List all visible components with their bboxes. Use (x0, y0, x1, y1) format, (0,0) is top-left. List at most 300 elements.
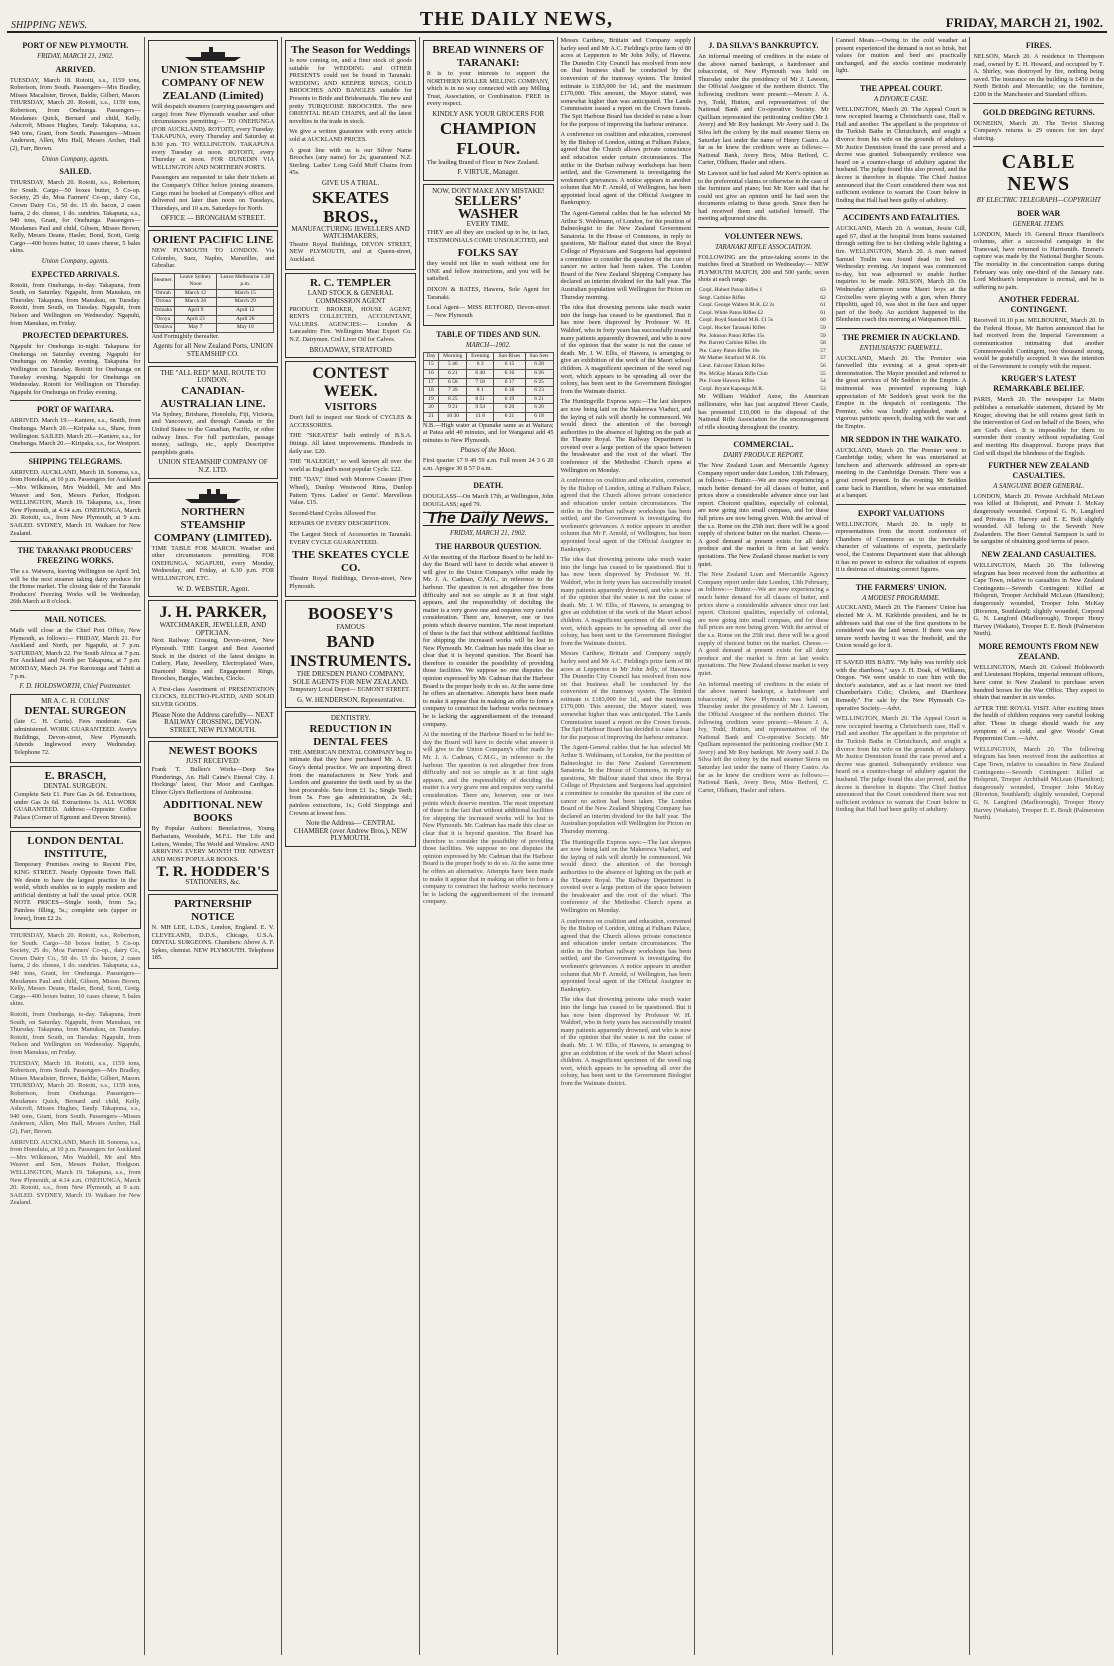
table-cell: 6 16 (494, 370, 525, 379)
divider (10, 400, 141, 401)
table-cell: Sergt. Carbine Rifles (699, 294, 746, 301)
mails-heading: MAIL NOTICES. (44, 615, 106, 625)
rifle-heading: TARANAKI RIFLE ASSOCIATION. (715, 244, 812, 252)
producers-text: The s.s. Waiwera, leaving Wellington on April 3rd, will be the next steamer taking dairy produce for the Home market. The closing date of the Taranaki Producers' Freezing Works will be Wednesday, 26th March at 8 o'clock. (10, 568, 141, 606)
divider (973, 103, 1104, 104)
northern-agent: W. D. WEBSTER, Agent. (176, 584, 250, 593)
visitors-text: Don't fail to inspect our Stock of CYCLES & ACCESSORIES. (289, 414, 412, 429)
brasch-name: E. BRASCH, (44, 770, 107, 783)
table-row (423, 413, 553, 422)
death-text: DOUGLASS—On March 17th, at Wellington, John DOUGLASS; aged 79. (422, 493, 554, 508)
table-cell: 8 51 (467, 395, 494, 404)
canadian-advert (148, 366, 279, 479)
sailing-table (152, 273, 275, 333)
local-news-text: The idea that drowning persons take much water into the lungs has ceased to be questioned. But it has now been disproved by Professor W. H. Waldorf, who in forty years has successfully treated many patients apparently drowned, and who is now of the opinion that the water is not the cause of death. Mr. J. W. Ellis, of Hawera, is arranging to give an exhibition of the work of the Maori school children. A magnificent specimen of the weed rag wort, which appears to be spreading all over the colony, has been sent to the Government Biologist from the Waimate district. (560, 304, 692, 395)
divider (973, 146, 1104, 147)
table-cell: March 26 (174, 298, 216, 307)
parker-advert (148, 600, 279, 738)
table-cell: 53 (820, 385, 826, 392)
table-row (152, 324, 274, 333)
steamship-icon (183, 488, 243, 504)
divider (698, 435, 829, 436)
mistake-line: NOW, DONT MAKE ANY MISTAKE! (432, 186, 545, 195)
visitors-title: VISITORS (324, 401, 377, 414)
filler-text: The New Zealand Loan and Mercantile Agency Company report under date London, 13th February, as follows:— Butter.—We are now experiencing a much better demand for all classes of butter, and prices show a considerable advance since our last report. Choicest qualities, especially of colonial, are now going into small compass, and for these full prices are now being given. With the arrival of the s.s. Rome on the 25th inst. there will be a good supply of choicest butter on the market. Cheese.—A good demand at present exists for all dairy produce and the market is firm at last week's quotations. The New Zealand cheese market is very quiet. (698, 571, 829, 677)
table-cell: 5 46 (439, 361, 467, 370)
skeates-cycle-text: THE "SKEATES" built entirely of B.S.A. fittings. All latest improvements. Hundreds in daily use. £20. (289, 432, 412, 455)
nz-casualties-heading: NEW ZEALAND CASUALTIES. (981, 549, 1096, 559)
rifle-text: FOLLOWING are the prize-taking scores in the matches fired at Stratford on Wednesday:— NEW PLYMOUTH MATCH, 200 and 500 yards; seven shots at each range. (698, 253, 829, 284)
moon-text: First quarter 17 9 49 59 a.m. Full moon 24 3 6 20 a.m. Apogee 30 8 57 0 a.m. (422, 457, 554, 472)
filler-text: An informal meeting of creditors in the estate of the above named bankrupt, a hairdresser and tobacconist, of New Plymouth was held on Thursday under the presidency of Mr J. Lawson, the Official Assignee of the northern district. The following creditors were present:—Messrs J. A. Ivy, Todd, Hutton, and representatives of the National Bank and Co-operative Society. Mr Quilliam represented the petitioning creditor (Mr J. Avery) and Mr Roy bankrupt. Mr Avery said J. Da Silva left the colony by the mail steamer Sierra on Saturday last under the name of Henry Castro. As far as he knew the creditors were as follows:—National Bank, Avery Bros, Miss Retford, C. Carter, Oldham, Hasler and others. (698, 680, 829, 794)
column-filler (561, 477, 692, 1087)
table-cell: 6 40 (467, 370, 494, 379)
templer-advert (285, 273, 416, 358)
table-cell: Oroya (152, 315, 174, 324)
washer-advert (423, 184, 554, 327)
table-cell: 55 (820, 370, 826, 377)
table-row (423, 361, 553, 370)
union-advert (148, 40, 279, 227)
london-dental-advert (10, 831, 141, 929)
moon-heading: Phases of the Moon. (460, 447, 516, 455)
boosey-name: BOOSEY'S (308, 604, 394, 624)
champion-title: CHAMPION FLOUR. (440, 118, 537, 158)
boosey-instruments: INSTRUMENTS. (289, 652, 412, 670)
templer-address: BROADWAY, STRATFORD (309, 345, 392, 354)
allred-title: THE "ALL RED" MAIL ROUTE TO LONDON. (160, 368, 266, 385)
table-header: Sun Rises (494, 352, 525, 361)
weddings-title: The Season for Weddings (291, 44, 411, 56)
harbour-text: At the meeting of the Harbour Board to be held to-day the Board will have to decide what answer it will give to the Union Company's offer made by Mr. J. A. Cadman, C.M.G., in reference to the harbour. The question is not altogether free from difficulty and not so simple as it at first sight appears, and the responsibility of deciding the matter is a very grave one and requires very careful consideration. There are, however, one or two points which deserve mention. The most important of these is the fact that without additional facilities for shipping the increased works will be lost to New Plymouth. Mr. Cadman has made this clear so clear that it is beyond question. The Board has therefore to consider the possibility of providing those facilities. We suppose no one disputes the opinion expressed by Mr. Cadman that the Harbour Board is the proper body to do so. At the same time he offers an alternative. Attempts have been made to make it appear that in making an offer to form a company to construct the harbour works necessary he is lacking the aggrandisement of the ironsand company. (422, 553, 554, 728)
port-heading: PORT OF NEW PLYMOUTH. (22, 41, 129, 50)
table-header: Morning (439, 352, 467, 361)
table-cell: 7 39 (439, 387, 467, 396)
union-text: Will despatch steamers (carrying passengers and cargo) from New Plymouth weather and other circumstances permitting:— TO ONEHUNGA (FOR AUCKLAND). ROTOITI, every Tuesday. TAKAPUNA, every Thursday and Saturday at 8.30 p.m. TO WELLINGTON. TAKAPUNA every Tuesday at noon. ROTOITI, every Thursday at noon. FOR DUNEDIN VIA WELLINGTON AND NORTHERN PORTS. (151, 103, 275, 171)
table-row (423, 404, 553, 413)
boer-war-heading: BOER WAR (1017, 208, 1061, 218)
folks-text: they would not like to wash without one for ONE and fellow instructions, and you will be satisfied. (426, 260, 550, 283)
table-cell: 61 (820, 309, 826, 316)
collins-advert (10, 694, 141, 764)
table-cell: 6 20 (525, 404, 553, 413)
table-cell: March 15 (217, 289, 274, 298)
table-cell: 21 (423, 413, 438, 422)
table-cell: 58 (820, 340, 826, 347)
table-cell: March 12 (174, 289, 216, 298)
bankruptcy-heading: J. DA SILVA'S BANKRUPTCY. (708, 41, 819, 50)
export-text: WELLINGTON, March 20. In reply to representations from the recent conference of Chambers of Commerce as to the inevitable character of valuations of exports, particularly wool, the Customs Department state that although it has no power to enforce the valuation of exports it is desirous of obtaining correct figures. (835, 520, 967, 574)
masthead (7, 5, 1107, 33)
templer-text: PRODUCE BROKER, HOUSE AGENT, RENTS COLLECTED, ACCOUNTANT, VALUERS. AGENCIES:— London & Lancashire Fire. Wellington Meat Export Co. N.Z. Dairymen. Cod Liver Oil for Calves. (289, 305, 412, 344)
repairs-text: REPAIRS OF EVERY DESCRIPTION. (289, 520, 391, 528)
dresden-subtitle: SOLE AGENTS FOR NEW ZEALAND. (292, 677, 409, 686)
table-header-row (152, 273, 274, 289)
boosey-band: BAND (326, 631, 375, 651)
filler-text: The Agent-General cables that he has selected Mr Arthur S. Wohlmann, of London, for the position of Balneologist to the New Zealand Government Sanatoria. In the House of Commons, in reply to questions, Mr Balfour stated that since the Royal College of Physicians and Surgeons had appointed a committee to consider the question of the cure of cancer no action had been taken. The London Board of the New Zealand Shipping Company has declared an interim dividend for the half year. The Australian population will Wellington for Picton on Thursday morning. (560, 744, 692, 835)
partnership-title: PARTNERSHIP NOTICE (174, 897, 252, 923)
accessories-text: The Largest Stock of Accessories in Taranaki. EVERY CYCLE GUARANTEED. (289, 530, 412, 546)
table-cell: 6 21 (439, 370, 467, 379)
table-cell: 8 25 (439, 395, 467, 404)
table-cell: 6 18 (525, 413, 553, 422)
brasch-advert (10, 766, 141, 828)
premier-heading: THE PREMIER IN AUCKLAND. (842, 333, 960, 342)
table-cell: 18 (423, 387, 438, 396)
hodder-name: T. R. HODDER'S (156, 864, 270, 881)
cable-subheading: BY ELECTRIC TELEGRAPH—COPYRIGHT (976, 197, 1101, 205)
filler-text: Rotoiti, from Onehunga, to-day. Takapuna, from South, on Saturday. Ngapuhi, from Manukau, on Thursday. Takapuna, from Manukau, on Tuesday. Rotoiti, from South, on Tuesday. Ngapuhi, from Nelson and Wellington on Wednesday. Ngapuhi, from Manukau, on Friday. (10, 1011, 141, 1056)
divider (836, 328, 967, 329)
weddings-advert (285, 40, 416, 270)
advert-text: AFTER THE ROYAL VISIT. After exciting times the health of children requires very careful looking after. Those in charge should watch for any symptom of a cold, and give Woods' Great Peppermint Cure.—Advt. (973, 704, 1104, 743)
raleigh-text: THE "RALEIGH," so well known all over the world as England's most popular Cycle. £22. (289, 458, 412, 473)
table-cell: 6 15 (494, 361, 525, 370)
editorial-date: FRIDAY, MARCH 21, 1902. (449, 529, 527, 537)
remounts-text: WELLINGTON, March 20. Colonel Holdsworth and Lieutenant Hopkins, imperial remount officers, have come to New Zealand to purchase seven hundred horses for the War Office. They expect to obtain that number in six weeks. (973, 663, 1104, 702)
partnership-advert (148, 894, 279, 969)
bankruptcy-text: An informal meeting of creditors in the estate of the above named bankrupt, a hairdresser and tobacconist, of New Plymouth was held on Thursday under the presidency of Mr J. Lawson, the Official Assignee of the northern district. The following creditors were present:—Messrs J. A. Ivy, Todd, Hutton, and representatives of the National Bank and Co-operative Society. Mr Quilliam represented the petitioning creditor (Mr J. Avery) and Mr Roy bankrupt. Mr Avery said J. Da Silva left the colony by the mail steamer Sierra on Saturday last under the name of Henry Castro. As far as he knew the creditors were as follows:—National Bank, Avery Bros, Miss Retford, C. Carter, Oldham, Hasler and others. (698, 53, 829, 167)
table-cell: April 9 (174, 307, 216, 316)
table-row (698, 340, 829, 348)
table-cell: 63 (820, 287, 826, 294)
templer-name: R. C. TEMPLER (310, 277, 392, 290)
table-row (698, 287, 829, 295)
farmers-text: AUCKLAND, March 20. The Farmers' Union has elected Mr A. M. Kirkbride president, and he in addresses said that one of the first questions to be considered was the land tenure. If there was any tenure worth having it was the freehold, and the Union would go for it. (835, 604, 967, 650)
commercial-heading: COMMERCIAL. (733, 440, 794, 450)
table-header: Day (423, 352, 438, 361)
table-row (152, 315, 274, 324)
sanguine-heading: A SANGUINE BOER GENERAL. (993, 483, 1085, 491)
skeates-title: SKEATES BROS., (311, 187, 390, 226)
flour-advert (423, 40, 554, 181)
brasch-title: DENTAL SURGEON. (43, 782, 108, 791)
nz-casualties-text: WELLINGTON, March 20. The following telegram has been received from the authorities at Cape Town, relative to casualties in New Zealand Contingents:—Seventh Contingent: Killed at Holspruit, Trooper Archibald McLean (Hamilton); dangerously wounded, Trooper John McKay (Riverton, Southland); slightly wounded, Corporal G. N. Langford (Marlborough), Trooper Henry Harvey (Waikato), Trooper E. E. Boult (Palmerston North). (973, 561, 1104, 638)
filler-text: The Huntingville Express says:—The last sleepers are now being laid on the Makerewa Viaduct, and the laying of rails will shortly be commenced. We would direct the attention of the borough authorities to the absence of lighting on the path at the Theatre Royal. The Railway Department is coveted over a large portion of the space between the breakwater and the root of the wharf. The conference of the Methodist Church opens at Wellington on Monday. (560, 838, 692, 914)
table-cell: 59 (820, 325, 826, 331)
union-note: Passengers are requested to take their tickets at the Company's Office before joining steamers. Cargo must be booked at Company's office and delivered not later than noon on Tuesdays, Thursdays, and 10 a.m. Saturdays for North. (151, 174, 275, 212)
column-filler (698, 571, 829, 794)
column-filler (836, 715, 967, 814)
table-cell: March 29 (217, 298, 274, 307)
filler-text: WELLINGTON, March 20. The Appeal Court is now occupied hearing a Christchurch case, Hall v. Hall and another. The appellant is the proprietor of the Turkish Baths in Christchurch, and sought a divorce from his wife on the grounds of adultery. Mr Justice Denniston found the case proved and a decree was granted. Subsequently evidence was heard on a counter-charge of adultery against the husband. The judge found this also proved, and the decree is therefore in dispute. The Chief Justice announced that the Court considered there was not sufficient evidence to warrant the Court below in finding that Hall had been guilty of adultery. (835, 715, 967, 814)
table-cell: 11 8 (467, 413, 494, 422)
table-cell: 6 28 (525, 361, 553, 370)
canadian-title: CANADIAN-AUSTRALIAN LINE. (160, 384, 266, 410)
table-cell: 59 (820, 332, 826, 339)
table-cell: 6 17 (494, 378, 525, 387)
column-6 (695, 37, 833, 1655)
filler-text: At the meeting of the Harbour Board to be held to-day the Board will have to decide what answer it will give to the Union Company's offer made by Mr. J. A. Cadman, C.M.G., in reference to the harbour. The question is not altogether free from difficulty and not so simple as it at first sight appears, and the responsibility of deciding the matter is a very grave one and requires very careful consideration. There are, however, one or two points which deserve mention. The most important of these is the fact that without additional facilities for shipping the increased works will be lost to New Plymouth. Mr. Cadman has made this clear so clear that it is beyond question. The Board has therefore to consider the possibility of providing those facilities. We suppose no one disputes the opinion expressed by Mr. Cadman that the Harbour Board is the proper body to do so. At the same time he offers an alternative. Attempts have been made to make it appear that in making an offer to form a company to construct the harbour works necessary he is lacking the aggrandisement of the ironsand company. (422, 731, 554, 906)
breadwinners-text: It is to your interests to support the NORTHERN ROLLER MILLING COMPANY, which is in no way connected with any Milling Trust, Association, or Combination. FREE in every respect. (426, 70, 550, 108)
northern-advert (148, 482, 279, 598)
table-cell: 6 21 (494, 413, 525, 422)
advert-text: IT SAVED HIS BABY. "My baby was terribly sick with the diarrhoea," says J. H. Doak, of Williams, Oregon. "We were unable to cure him with the doctor's assistance, and as a last resort we tried Chamberlain's Colic, Cholera, and Diarrhoea Remedy." For sale by the New Plymouth Co-operative Society.—Advt. (835, 659, 967, 712)
filler-text: ARRIVED. AUCKLAND, March 18. Sonoma, s.s., from Honolulu, at 10 p.m. Passengers for Auckland—Mrs Wilkinson, Mrs Waddell, Mr and Mrs Weaver and Son, Messrs Parker, Hodgson. WELLINGTON, March 19. Takapuna, s.s., from New Plymouth, at 4.14 a.m. ONEHUNGA, March 20. Rotoiti, s.s., from New Plymouth, at 9 a.m. SAILED. SYDNEY, March 19. Waikare for New Zealand. (10, 1138, 141, 1207)
parker-address: Please Note the Address carefully— NEXT RAILWAY CROSSING, DEVON-STREET, NEW PLYMOUTH. (151, 710, 274, 734)
reduction-title: REDUCTION IN DENTAL FEES (309, 722, 392, 748)
local-agent: Local Agent— MISS RETFORD, Devon-street — New Plymouth (426, 304, 550, 319)
northern-title: NORTHERN STEAMSHIP COMPANY (LIMITED). (153, 505, 272, 544)
mails-text: Mails will close at the Chief Post Office, New Plymouth, as follows:— FRIDAY, March 21. For Auckland and North, per Ngapuhi, at 7 p.m. SATURDAY, March 22. For South Africa at 7 p.m. For Auckland and North per Takapuna, at 7 p.m. MONDAY, March 24. For Rarotonga and Tahiti at 7 p.m. (10, 627, 141, 680)
table-header: Leave Sydney Noon (174, 273, 216, 289)
parker-subtitle: WATCHMAKER, JEWELLER, AND OPTICIAN. (159, 621, 267, 637)
orient-advert (148, 230, 279, 363)
weddings-guarantee: We give a written guarantee with every article sold at AUCKLAND PRICES. (289, 128, 412, 143)
producers-heading: THE TARANAKI PRODUCERS' FREEZING WORKS. (17, 546, 134, 566)
telegrams-text: ARRIVED. AUCKLAND, March 18. Sonoma, s.s., from Honolulu, at 10 p.m. Passengers for Auckland—Mrs Wilkinson, Mrs Waddell, Mr and Mrs Weaver and Son, Messrs Parker, Hodgson. WELLINGTON, March 19. Takapuna, s.s., from New Plymouth, at 4.14 a.m. ONEHUNGA, March 20. Rotoiti, s.s., from New Plymouth, at 9 a.m. SAILED. SYDNEY, March 19. Waikare for New Zealand. (10, 468, 141, 537)
boosey-advert (285, 600, 416, 708)
table-row (698, 378, 829, 386)
table-cell: Corpl. Boyd Standard M.R. £1 5s (699, 317, 774, 324)
skeates-address: Theatre Royal Buildings, DEVON STREET, NEW PLYMOUTH, and at Queen-street, Auckland. (289, 240, 412, 263)
general-items-heading: GENERAL ITEMS. (1012, 220, 1065, 228)
collins-text: (late C. H. Curtis). Fees moderate. Gas administered. WORK GUARANTEED. Avery's Buildings, Devon-street, New Plymouth. Attends Inglewood every Wednesday. Telephone 72. (14, 718, 137, 756)
cycle-address: Theatre Royal Buildings, Devon-street, New Plymouth. (289, 575, 412, 590)
expected-text: Rotoiti, from Onehunga, to-day. Takapuna, from South, on Saturday. Ngapuhi, from Manukau, on Thursday. Takapuna, from Manukau, on Tuesday. Rotoiti, from South, on Tuesday. Ngapuhi, from Nelson and Wellington on Wednesday. Ngapuhi, from Manukau, on Friday. (10, 281, 141, 327)
orient-text: NEW PLYMOUTH TO LONDON. Via Colombo, Suez, Naples, Marseilles, and Gibraltar. (151, 246, 275, 270)
dresden-address: Temporary Local Depot— EGMONT STREET. (289, 686, 411, 694)
table-cell: 57 (820, 355, 826, 362)
table-row (698, 363, 829, 371)
union-title: UNION STEAMSHIP COMPANY OF NEW ZEALAND (Limited) (160, 64, 266, 102)
table-cell: Pte. Foote Hawera Rifles (699, 378, 755, 385)
day-text: THE "DAY," fitted with Morrow Coaster (Free Wheel), Dunlop Westwood Rims, Dunlop Pattern Tyres. Ladies' or Gents'. Marvellous Value. £15. (289, 476, 412, 507)
table-header: Leave Melbourne 1.30 p.m. (217, 273, 274, 289)
table-cell: 62 (820, 294, 826, 301)
gold-text: DUNEDIN, March 20. The Teviot Sluicing Company's returns is 29 ounces for ten days' sluicing. (973, 119, 1104, 142)
premier-subheading: ENTHUSIASTIC FAREWELL. (859, 345, 943, 352)
dixon-agent: DIXON & BATES, Hawera, Sole Agent for Taranaki. (426, 285, 550, 301)
table-cell: Pte. Johnson Paton Rifles 15s (699, 332, 765, 339)
steamship-icon (183, 46, 243, 62)
table-cell: 6 19 (494, 395, 525, 404)
tides-month: MARCH—1902. (465, 342, 511, 350)
table-row (698, 355, 829, 363)
export-heading: EXPORT VALUATIONS (857, 508, 945, 518)
local-news-text: The Huntingville Express says:—The last sleepers are now being laid on the Makerewa Viaduct, and the laying of rails will shortly be commenced. We would direct the attention of the borough authorities to the absence of lighting on the path at the Theatre Royal. The Railway Department is coveted over a large portion of the space between the breakwater and the root of the wharf. The conference of the Methodist Church opens at Wellington on Monday. (560, 398, 692, 474)
divider (10, 610, 141, 611)
orient-agents: Agents for all New Zealand Ports, UNION STEAMSHIP CO. (152, 342, 273, 359)
column-3 (282, 37, 420, 1655)
templer-subtitle: LAND STOCK & GENERAL COMMISSION AGENT (307, 289, 394, 306)
dental-fees-advert (285, 711, 416, 847)
skeates-subtitle: MANUFACTURING JEWELLERS AND WATCHMAKERS, (291, 224, 410, 241)
table-row (698, 302, 829, 310)
waitara-text: ARRIVED. March 19.—Kaniere, s.s., Smith, from Onehunga. March 20.—Kiripaka s.s., Shaw, from Wellington. SAILED. March 20.—Kaniere, s.s., for Onehunga. March 20.—Kiripaka, s.s., for Westport. (10, 417, 141, 448)
table-cell: April 26 (217, 315, 274, 324)
dentistry-title: DENTISTRY. (330, 714, 371, 723)
kruger-text: PARIS, March 20. The newspaper Le Matin publishes a remarkable statement, dictated by Mr Kruger, showing that he still retains great faith in the intervention of God on behalf of the Boers, who are God's elect. It is impossible for them to surrender their country without repudiating God and meriting His disapproval. Europe prays that God will dispel the blindness of the English. (973, 396, 1104, 457)
postmaster: F. D. HOLDSWORTH, Chief Postmaster. (19, 683, 132, 691)
local-news-text: A conference on coalition and education, convened by the Bishop of London, sitting at Fulham Palace, agreed that the Church allows private conscience and education under certain circumstances. The strike in the Durban railway workshops has been settled, and the Government is investigating the workmen's grievances. A notice appears in another column that Mr F. Arnold, of Wellington, has been appointed local agent of the Official Assignee in Bankruptcy. (560, 131, 692, 207)
bankruptcy-text: Mr Lawson said he had asked Mr Kerr's opinion as to the preferential claims or otherwise in the case of the furniture and piano; but Mr Kerr said that he could not give an opinion until he had seen the documents relating to these goods. Since then he had received them and satisfied himself. The meeting adjourned sine die. (698, 169, 829, 223)
table-row (698, 310, 829, 318)
arrived-heading: ARRIVED. (55, 64, 95, 74)
column-filler (10, 932, 141, 1207)
northern-text: TIME TABLE FOR MARCH. Weather and other circumstances permitting. FOR ONEHUNGA. NGAPUHI, every Monday, Wednesday, and Friday, at 6.30 p.m. FOR WELLINGTON, ETC. (151, 544, 275, 582)
local-news-text: The Agent-General cables that he has selected Mr Arthur S. Wohlmann, of London, for the position of Balneologist to the New Zealand Government Sanatoria. In the House of Commons, in reply to questions, Mr Balfour stated that since the Royal College of Physicians and Surgeons had appointed a committee to consider the question of the cure of cancer no action had been taken. The London Board of the New Zealand Shipping Company has declared an interim dividend for the half year. The Australian population will Wellington for Picton on Thursday morning. (560, 210, 692, 301)
table-cell: 7 18 (467, 378, 494, 387)
table-header: Sun Sets (525, 352, 553, 361)
table-cell: 8 1 (467, 387, 494, 396)
table-cell: Corpl. Hocker Taranaki Rifles (699, 325, 766, 331)
brasch-text: Complete Sets £1. Pure Gas 2s 6d. Extractions, under Gas 2s 6d. Extractions 1s. ALL WORK GUARANTEED. Address:—Opposite Coffee Palace (Corner of Egmont and Devon Streets). (14, 790, 137, 821)
astor-text: Mr William Waldorf Astor, the American millionaire, who has just acquired Hever Castle, has presented £10,000 to the disposal of the National Rifle Association for the encouragement of rifle shooting throughout the country. (698, 393, 829, 431)
tides-table (423, 352, 554, 422)
divider (836, 654, 967, 655)
telegrams-heading: SHIPPING TELEGRAMS. (28, 456, 123, 466)
table-cell: May 10 (217, 324, 274, 333)
books-title: NEWEST BOOKS (168, 745, 258, 758)
sellers-title: SELLERS' WASHER (454, 194, 522, 223)
table-cell: 16 (423, 370, 438, 379)
cable-news-heading: CABLE NEWS (1001, 151, 1076, 196)
weddings-brooches: A great line with us is our Silver Name Brooches (any name) for 2s; guaranteed N.Z. Sterling. Ladies' Long Gold Muff Chains from 45s. (289, 146, 412, 177)
table-row (152, 298, 274, 307)
divider (10, 541, 141, 542)
collins-title: DENTAL SURGEON (24, 705, 127, 718)
issue-date: FRIDAY, MARCH 21, 1902. (945, 15, 1103, 30)
table-cell: Mr Mather Stratford M.R. 10s (699, 355, 766, 362)
filler-text: WELLINGTON, March 20. The following telegram has been received from the authorities at Cape Town, relative to casualties in New Zealand Contingents:—Seventh Contingent: Killed at Holspruit, Trooper Archibald McLean (Hamilton); dangerously wounded, Trooper John McKay (Riverton, Southland); slightly wounded, Corporal G. N. Langford (Marlborough), Trooper Henry Harvey (Waikato), Trooper E. E. Boult (Palmerston North). (973, 745, 1104, 822)
column-filler (423, 731, 554, 906)
additional-title: ADDITIONAL NEW BOOKS (162, 799, 263, 825)
table-cell: Omrah (152, 289, 174, 298)
table-cell: 17 (423, 378, 438, 387)
table-cell: 6 58 (439, 378, 467, 387)
volunteer-heading: VOLUNTEER NEWS. (724, 232, 803, 242)
table-cell: 6 3 (467, 361, 494, 370)
sailed-text: THURSDAY, March 20. Rotoiti, s.s., Robertson, for South. Cargo—50 boxes butter, 5 Co-op. Society, 25 do, Moa Farmers' Co-op., dairy Co., Crown Dairy Co., 50 do. 15 do. bacon, 2 cases hams, 2 do. cheese, 1 do. sundries. Takapuna, s.s., 940 tons, Grant, for Onehunga. Passengers—Mesdames Paul and child, Gibson, Misses Brown, Kelly, Messrs Deane, Hasler, Bond, Scott, Greig. Cargo—400 boxes butter, 10 cases cheese, 5 bales skins. (10, 179, 141, 255)
table-cell: Pte. McKay Manaia Rifle Club (699, 370, 768, 377)
secondhand-text: Second-Hand Cycles Allowed For. (289, 509, 377, 517)
table-cell: 6 25 (525, 378, 553, 387)
london-dental-title: LONDON DENTAL INSTITUTE, (27, 835, 124, 861)
column-5 (558, 37, 696, 1655)
table-cell: 6 18 (494, 387, 525, 396)
table-cell: 15 (423, 361, 438, 370)
fires-heading: FIRES. (1025, 41, 1052, 50)
collins-name: MR A. C. H. COLLINS' (41, 696, 110, 705)
port-date: FRIDAY, MARCH 21, 1902. (37, 53, 114, 60)
table-cell: 6 23 (525, 387, 553, 396)
sanguine-text: LONDON, March 20. Private Archibald McLean was killed at Holspruit, and Private J. McKay dangerously wounded. Corporal G. N. Langford and Privates H. Harvey and E. E. Bolt slightly wounded. All belong to the Seventh New Zealanders. The Boer General Sampson is said to be sanguine of obtaining good terms of peace. (973, 492, 1104, 546)
casualties-heading: FURTHER NEW ZEALAND CASUALTIES. (988, 461, 1090, 481)
premier-text: AUCKLAND, March 20. The Premier was farewelled this evening at a great open-air demonstration. The Mayor presided and referred to the great services of Mr Seddon to the Empire. A testimonial was presented expressing high appreciation of Mr Seddon's great work for the Empire in the despatch of contingents. The Premier, who was loudly applauded, made a vigorous patriotic speech, dealing with the war and the Empire. (835, 354, 967, 430)
table-header-row (423, 352, 553, 361)
column-4 (420, 37, 558, 1655)
books-advert (148, 741, 279, 891)
dresden-name: THE DRESDEN PIANO COMPANY, (296, 669, 405, 678)
table-cell: 19 (423, 395, 438, 404)
table-row (698, 317, 829, 325)
column-8 (970, 37, 1107, 1655)
table-cell: 57 (820, 347, 826, 354)
table-cell: Ortona (152, 298, 174, 307)
farmers-subheading: A MODEST PROGRAMME. (862, 594, 940, 602)
filler-text: A conference on coalition and education, convened by the Bishop of London, sitting at Fulham Palace, agreed that the Church allows private conscience and education under certain circumstances. The strike in the Durban railway workshops has been settled, and the Government is investigating the workmen's grievances. A notice appears in another column that Mr F. Arnold, of Wellington, has been appointed local agent of the Official Assignee in Bankruptcy. (560, 917, 692, 993)
table-cell: Corpl. George Walters M.R. £2 2s (699, 302, 775, 309)
cycle-company: THE SKEATES CYCLE CO. (291, 549, 410, 575)
table-cell: 20 (423, 404, 438, 413)
folks-title: FOLKS SAY (457, 247, 519, 260)
divider (698, 227, 829, 228)
table-row (152, 307, 274, 316)
column-2 (145, 37, 283, 1655)
accidents-heading: ACCIDENTS AND FATALITIES. (842, 213, 960, 223)
table-cell: Pte. Carey Paton Rifles 10s (699, 347, 760, 354)
table-cell: 6 20 (494, 404, 525, 413)
remounts-heading: MORE REMOUNTS FROM NEW ZEALAND. (978, 641, 1100, 661)
table-header: Evening (467, 352, 494, 361)
champion-text: The leading Brand of Flour in New Zealand. (426, 158, 540, 166)
table-cell: Corpl. Hubert Paton Rifles 1 (699, 287, 763, 294)
table-cell: 9 21 (439, 404, 467, 413)
table-header: Steamer. (152, 273, 174, 289)
trial-line: GIVE US A TRIAL. (321, 178, 380, 187)
sailed-heading: SAILED. (59, 167, 92, 177)
parker-title: J. H. PARKER, (159, 604, 267, 622)
column-1 (7, 37, 145, 1655)
seddon-text: AUCKLAND, March 20. The Premier went to Cambridge today, where he was entertained at luncheon and afterwards addressed an open-air meeting in the Cambridge Domain. There was a great crowd present. In the evening Mr Seddon came back to Hamilton, where he was entertained at a banquet. (835, 446, 967, 500)
accidents-text: AUCKLAND, March 20. A woman, Jessie Gill, aged 67, died at the hospital from burns sustained through setting fire to her clothing while lighting a fire. WELLINGTON, March 20. A man named Samuel Toulin was found dead in bed on Wednesday evening. An inquest was commenced to-day, but was adjourned to enable further inquiries to be made. NELSON, March 20. On Wednesday afternoon some Maori boys at the Croixelles were playing with a gun, when Henry Hipolitti, aged 10, was shot in the face and upper part of the body. An accident happened to the Blenheim coach this morning at Waiquamon Hill. (835, 225, 967, 324)
table-row (423, 387, 553, 396)
appeal-heading: THE APPEAL COURT. (860, 83, 943, 93)
table-row (423, 378, 553, 387)
henderson: G. W. HENDERSON, Representative. (296, 695, 405, 704)
divider (836, 504, 967, 505)
filler-text: A conference on coalition and education, convened by the Bishop of London, sitting at Fulham Palace, agreed that the Church allows private conscience and education under certain circumstances. The strike in the Durban railway workshops has been settled, and the Government is investigating the workmen's grievances. A notice appears in another column that Mr F. Arnold, of Wellington, has been appointed local agent of the Official Assignee in Bankruptcy. (560, 477, 692, 553)
seddon-heading: MR SEDDON IN THE WAIKATO. (840, 434, 962, 444)
filler-text: The idea that drowning persons take much water into the lungs has ceased to be questioned. But it has now been disproved by Professor W. H. Waldorf, who in forty years has successfully treated many patients apparently drowned, and who is now of the opinion that the water is not the cause of death. Mr. J. W. Ellis, of Hawera, is arranging to give an exhibition of the work of the Maori school children. A magnificent specimen of the weed rag wort, which appears to be spreading all over the colony, has been sent to the Government Biologist from the Waimate district. (560, 556, 692, 647)
cable-text: LONDON, March 19. General Bruce Hamilton's columns, after a successful campaign in the Transvaal, have returned to Harrismith. Emmet's capture was made by the National Burgher Scouts. The mortality in the concentration camps during February was only one-third of the January rate. Lord Methuen's temperature is normal, and he is suffering no pain. (973, 230, 1104, 291)
agents-line: Union Company, agents. (41, 155, 109, 163)
federal-heading: ANOTHER FEDERAL CONTINGENT. (998, 295, 1080, 315)
newspaper-title: THE DAILY NEWS, (419, 8, 613, 30)
farmers-heading: THE FARMERS' UNION. (855, 582, 947, 592)
tides-heading: TABLE OF TIDES AND SUN. (436, 330, 541, 340)
union-office: OFFICE — BRONGHAM STREET. (160, 214, 265, 223)
expected-heading: EXPECTED ARRIVALS. (31, 269, 120, 279)
canadian-agent: UNION STEAMSHIP COMPANY OF N.Z. LTD. (158, 458, 268, 474)
divider (10, 452, 141, 453)
table-row (698, 325, 829, 333)
parker-text: Next Railway Crossing, Devon-street, New Plymouth. THE Largest and Best Assorted Stock in the district of the latest designs in Cutlery, Plate, Jewellery, Electroplated Ware, Diamond Rings and Engagement Rings, Brooches, Bangles, Watches, Clocks. (151, 637, 275, 683)
column-filler (973, 746, 1104, 822)
divider (836, 578, 967, 579)
sellers-text: THEY are all they are cracked up to be, in fact, TESTIMONIALS COME UNSOLICITED, and (426, 228, 550, 244)
table-cell: May 7 (174, 324, 216, 333)
local-news-text: Messrs Carthew, Brittain and Company supply barley seed and Mr A.C. Fielding's prize farm of 80 acres at Lepperton to Mr John Jolly, of Hawera. The Dunedin City Council has resolved from now on that business shall be conducted by the conversion of the tramway system. The limited estimate is £183,000 for 1d., and the maximum £170,000. This amount, the Mayor stated, was somewhat higher than was anticipated. The Lands Commission issued a report on the Crown forests. The Spit Harbour Board has decided to raise a loan for the purpose of improving the harbour entrance. (560, 37, 692, 128)
gold-heading: GOLD DREDGING RETURNS. (982, 107, 1095, 117)
partnership-text: N. MH LEE, L.D.S., London, England. E. V. CLEVELAND, D.D.S., Chicago, U.S.A. DENTAL SURGEONS. Chambers: Above A. F. Sykes, chemist. NEW PLYMOUTH. Telephone 185. (151, 923, 275, 962)
newspaper-page (7, 5, 1107, 1655)
table-row (423, 395, 553, 404)
hodder-subtitle: STATIONERS, &c. (185, 878, 241, 887)
table-row (423, 370, 553, 379)
divider (836, 79, 967, 80)
table-cell: 54 (820, 378, 826, 385)
waitara-heading: PORT OF WAITARA. (37, 405, 114, 415)
table-cell: 10 30 (439, 413, 467, 422)
london-dental-text: Temporary Premises owing to Recent Fire, KING STREET. Nearly Opposite Town Hall. We desire to have the largest practice in the world, which enables us to supply modern and artificial dentistry at half the usual price. OUR NOTE PRICES—Single tooth, from 5s.; Painless filling, 5s.; complete sets (upper or lower), from £2 2s. (14, 861, 137, 922)
table-cell: 6 26 (525, 370, 553, 379)
canned-meats-text: Canned Meats.—Owing to the cold weather at present experienced the demand is not so brisk, but values for mutton and beef are practically unchanged, and the stocks continue moderately light. (835, 37, 967, 75)
boosey-famous: FAMOUS (336, 623, 365, 632)
arrived-text: TUESDAY, March 18. Rotoiti, s.s., 1159 tons, Robertson, from South. Passengers—Mrs Bradley, Misses Macalister, Brown, Baldie, Gilbert, Mason. THURSDAY, March 20. Rotoiti, s.s., 1159 tons, Robertson, from Onehunga. Passengers—Mesdames Quick, Bernard and child, Kelly, Ashcroft, Misses Hughes, Tandy. Takapuna, s.s., 940 tons, Grant, from South. Passengers—Misses Anderson, Allen, Mrs Hall, Messrs Archer, Hall (2), Farr, Brown. (10, 76, 141, 152)
federal-text: Received 10.10 p.m. MELBOURNE, March 20. In the Federal House, Mr Barton announced that he had received from the Imperial Government a communication intimating that another Commonwealth Contingent, two thousand strong, would be gratefully accepted. It was the intention of the Government to comply with the request. (973, 317, 1104, 370)
